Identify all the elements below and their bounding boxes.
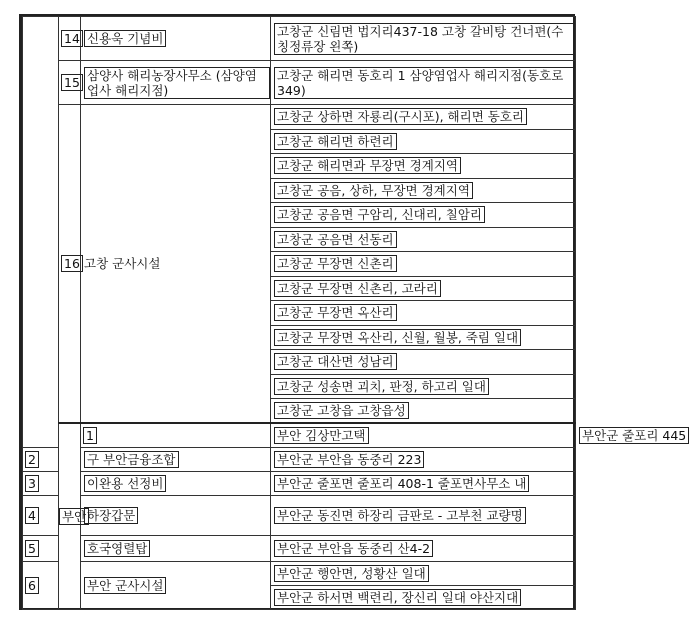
site-name: 삼양사 해리농장사무소 (삼양염업사 해리지점) [84, 67, 270, 99]
table-row [23, 471, 576, 495]
site-address: 고창군 무장면 옥산리 [274, 304, 397, 321]
table-row [23, 423, 576, 447]
site-name: 부안 김상만고택 [274, 427, 369, 444]
site-address: 고창군 신림면 법지리437-18 고창 갈비탕 건너편(수칭정류장 왼쪽) [274, 23, 575, 55]
site-address: 부안군 줄포리 445 [579, 427, 689, 444]
region-label: 부안 [59, 508, 89, 525]
table-row [23, 447, 576, 471]
site-address: 부안군 하서면 백련리, 장신리 일대 야산지대 [274, 589, 521, 606]
site-address: 부안군 줄포면 줄포리 408-1 줄포면사무소 내 [274, 475, 529, 492]
site-name: 고창 군사시설 [84, 255, 161, 271]
table-row [23, 61, 576, 105]
row-number: 14 [61, 30, 83, 47]
table-row [23, 17, 576, 61]
table-row [23, 495, 576, 535]
region-cell-gochang [23, 17, 59, 448]
site-address: 고창군 공음, 상하, 무장면 경계지역 [274, 182, 473, 199]
site-address: 고창군 공음면 선동리 [274, 231, 397, 248]
site-name: 신용욱 기념비 [84, 30, 166, 47]
row-number: 6 [25, 577, 39, 594]
site-address: 고창군 해리면 하련리 [274, 133, 397, 150]
row-number: 2 [25, 451, 39, 468]
row-number: 16 [61, 255, 83, 272]
site-address: 부안군 부안읍 동중리 산4-2 [274, 540, 433, 557]
row-number: 4 [25, 507, 39, 524]
heritage-table [22, 16, 687, 610]
site-name: 구 부안금융조합 [84, 451, 179, 468]
site-name: 이완용 선정비 [84, 475, 166, 492]
site-name: 하장갑문 [84, 507, 138, 524]
site-address: 부안군 부안읍 동중리 223 [274, 451, 424, 468]
row-number: 1 [83, 427, 97, 444]
site-address: 고창군 성송면 괴치, 판정, 하고리 일대 [274, 378, 489, 395]
site-address: 고창군 무장면 신촌리, 고라리 [274, 280, 441, 297]
site-name: 부안 군사시설 [84, 577, 166, 594]
row-number: 5 [25, 540, 39, 557]
table-row [23, 535, 576, 561]
site-address: 부안군 행안면, 성황산 일대 [274, 565, 429, 582]
site-address: 고창군 해리면과 무장면 경계지역 [274, 157, 461, 174]
row-number: 15 [61, 74, 83, 91]
site-address: 고창군 대산면 성남리 [274, 353, 397, 370]
heritage-table-sheet [19, 14, 687, 610]
site-address: 고창군 상하면 자룡리(구시포), 해리면 동호리 [274, 108, 527, 125]
row-number: 3 [25, 475, 39, 492]
site-address: 고창군 무장면 옥산리, 신월, 월봉, 죽림 일대 [274, 329, 521, 346]
site-address: 고창군 고창읍 고창읍성 [274, 402, 409, 419]
site-address: 고창군 무장면 신촌리 [274, 255, 397, 272]
site-address: 부안군 동진면 하장리 금판로 - 고부천 교량명 [274, 507, 526, 524]
site-address: 고창군 공음면 구암리, 신대리, 칠암리 [274, 206, 485, 223]
region-cell-buan [59, 423, 87, 609]
table-row [23, 561, 576, 585]
table-row [23, 105, 576, 130]
site-address: 고창군 해리면 동호리 1 삼양염업사 해리지점(동호로 349) [274, 67, 575, 99]
site-name: 호국영렬탑 [84, 540, 150, 557]
